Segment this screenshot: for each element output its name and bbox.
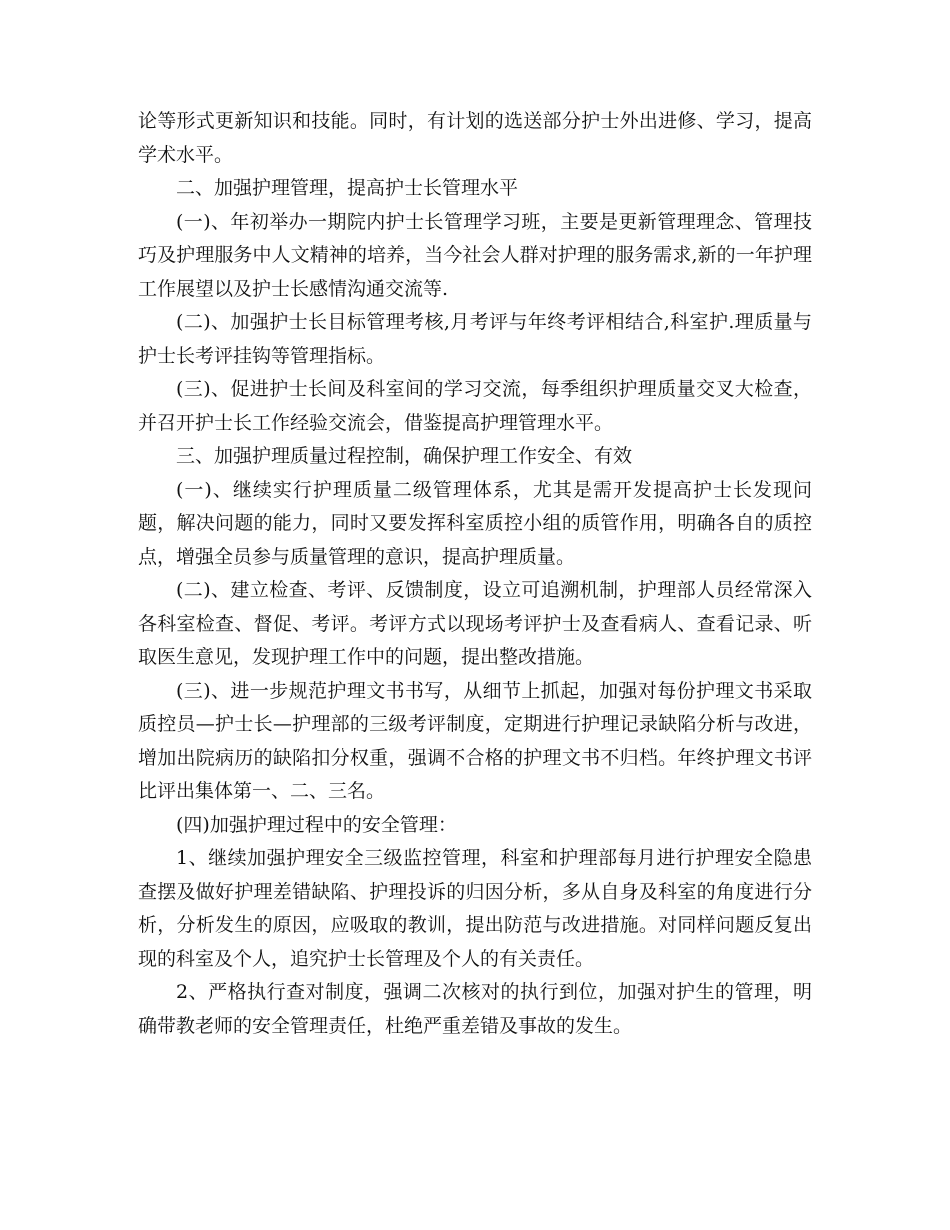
paragraph-2-2: (二)、加强护士长目标管理考核,月考评与年终考评相结合,科室护.理质量与护士长考评挂钩等管理指标。 <box>138 311 812 367</box>
subsection-heading-3-4: (四)加强护理过程中的安全管理： <box>176 813 457 836</box>
section-heading-2: 二、加强护理管理，提高护士长管理水平 <box>176 177 519 199</box>
paragraph-continuation: 论等形式更新知识和技能。同时，有计划的选送部分护士外出进修、学习，提高学术水平。 <box>138 110 812 166</box>
paragraph-3-4-2: 2、严格执行查对制度，强调二次核对的执行到位，加强对护生的管理，明确带教老师的安全管理责任，杜绝严重差错及事故的发生。 <box>138 981 812 1037</box>
section-heading-3: 三、加强护理质量过程控制，确保护理工作安全、有效 <box>176 445 633 467</box>
paragraph-3-4-1: 1、继续加强护理安全三级监控管理，科室和护理部每月进行护理安全隐患查摆及做好护理差错缺陷、护理投诉的归因分析，多从自身及科室的角度进行分析，分析发生的原因，应吸取的教训，提出防范与改进措施。对同样问题反复出现的科室及个人，追究护士长管理及个人的有关责任。 <box>138 847 812 970</box>
paragraph-2-1: (一)、年初举办一期院内护士长管理学习班，主要是更新管理理念、管理技巧及护理服务中人文精神的培养，当今社会人群对护理的服务需求,新的一年护理工作展望以及护士长感情沟通交流等. <box>138 210 812 300</box>
paragraph-2-3: (三)、促进护士长间及科室间的学习交流，每季组织护理质量交叉大检查，并召开护士长工作经验交流会，借鉴提高护理管理水平。 <box>138 378 812 434</box>
paragraph-3-1: (一)、继续实行护理质量二级管理体系，尤其是需开发提高护士长发现问题，解决问题的能力，同时又要发挥科室质控小组的质管作用，明确各自的质控点，增强全员参与质量管理的意识，提高护理质量。 <box>138 478 812 568</box>
paragraph-3-2: (二)、建立检查、考评、反馈制度，设立可追溯机制，护理部人员经常深入各科室检查、督促、考评。考评方式以现场考评护士及查看病人、查看记录、听取医生意见，发现护理工作中的问题，提出整改措施。 <box>138 579 812 668</box>
paragraph-3-3: (三)、进一步规范护理文书书写，从细节上抓起，加强对每份护理文书采取质控员—护士长—护理部的三级考评制度，定期进行护理记录缺陷分析与改进，增加出院病历的缺陷扣分权重，强调不合格的护理文书不归档。年终护理文书评比评出集体第一、二、三名。 <box>138 679 812 802</box>
